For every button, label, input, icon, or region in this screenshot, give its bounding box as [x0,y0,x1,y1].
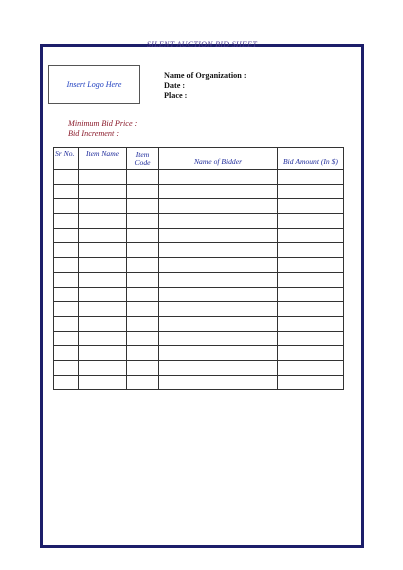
sr-no-cell[interactable] [54,199,79,214]
bid-amount-cell[interactable] [278,243,344,258]
bid-amount-cell[interactable] [278,287,344,302]
item-code-cell[interactable] [127,170,159,185]
bid-table [53,147,344,390]
organization-name-label: Name of Organization : [164,71,247,80]
table-row [54,316,344,331]
sr-no-cell[interactable] [54,184,79,199]
bid-amount-cell[interactable] [278,331,344,346]
item-code-cell[interactable] [127,316,159,331]
bidder-name-cell[interactable] [159,243,278,258]
sr-no-cell[interactable] [54,287,79,302]
bidder-name-cell[interactable] [159,258,278,273]
bid-info [68,119,137,138]
item-name-cell[interactable] [79,170,127,185]
bid-amount-cell[interactable] [278,316,344,331]
item-code-cell[interactable] [127,184,159,199]
item-name-cell[interactable] [79,228,127,243]
bidder-name-cell[interactable] [159,375,278,390]
table-row [54,287,344,302]
item-code-cell[interactable] [127,287,159,302]
bidder-name-cell[interactable] [159,346,278,361]
sr-no-cell[interactable] [54,243,79,258]
bid-amount-cell[interactable] [278,302,344,317]
item-code-cell[interactable] [127,214,159,229]
bidder-name-cell[interactable] [159,360,278,375]
table-row [54,258,344,273]
sr-no-cell[interactable] [54,302,79,317]
organization-info [164,71,247,101]
sr-no-cell[interactable] [54,316,79,331]
item-name-cell[interactable] [79,272,127,287]
item-code-cell[interactable] [127,258,159,273]
table-row [54,184,344,199]
item-name-cell[interactable] [79,302,127,317]
item-name-cell[interactable] [79,331,127,346]
bid-amount-cell[interactable] [278,258,344,273]
bid-amount-cell[interactable] [278,272,344,287]
bid-amount-cell[interactable] [278,228,344,243]
bid-amount-cell[interactable] [278,199,344,214]
item-code-cell[interactable] [127,331,159,346]
bid-amount-cell[interactable] [278,375,344,390]
item-name-cell[interactable] [79,243,127,258]
table-header-row [54,148,344,170]
bidder-name-cell[interactable] [159,316,278,331]
item-name-cell[interactable] [79,346,127,361]
page-frame [40,40,364,548]
bidder-name-cell[interactable] [159,184,278,199]
minimum-bid-label: Minimum Bid Price : [68,119,138,128]
sr-no-cell[interactable] [54,258,79,273]
bid-amount-cell[interactable] [278,184,344,199]
bidder-name-cell[interactable] [159,302,278,317]
item-name-cell[interactable] [79,360,127,375]
sr-no-cell[interactable] [54,346,79,361]
bidder-name-cell[interactable] [159,228,278,243]
bidder-name-cell[interactable] [159,272,278,287]
item-name-cell[interactable] [79,316,127,331]
item-name-cell[interactable] [79,184,127,199]
item-name-cell[interactable] [79,214,127,229]
item-code-cell[interactable] [127,272,159,287]
table-row [54,375,344,390]
item-code-cell[interactable] [127,243,159,258]
date-label: Date : [164,81,186,90]
sr-no-cell[interactable] [54,272,79,287]
bidder-name-cell[interactable] [159,214,278,229]
item-name-cell[interactable] [79,258,127,273]
bidder-name-cell[interactable] [159,287,278,302]
item-code-cell[interactable] [127,375,159,390]
item-code-cell[interactable] [127,302,159,317]
document-title: SILENT AUCTION BID SHEET [146,40,258,49]
sr-no-cell[interactable] [54,214,79,229]
item-code-cell[interactable] [127,228,159,243]
header-name-of-bidder: Name of Bidder [159,148,278,170]
table-row [54,302,344,317]
table-row [54,331,344,346]
header-item-name: Item Name [79,148,127,170]
item-name-cell[interactable] [79,375,127,390]
bid-amount-cell[interactable] [278,346,344,361]
item-name-cell[interactable] [79,287,127,302]
header-item-code: Item Code [127,148,159,170]
bid-table-body [54,170,344,390]
sr-no-cell[interactable] [54,170,79,185]
item-code-cell[interactable] [127,199,159,214]
item-code-cell[interactable] [127,346,159,361]
bidder-name-cell[interactable] [159,170,278,185]
bid-amount-cell[interactable] [278,360,344,375]
logo-placeholder[interactable] [48,65,140,104]
bid-amount-cell[interactable] [278,170,344,185]
place-label: Place : [164,91,188,100]
sr-no-cell[interactable] [54,360,79,375]
sr-no-cell[interactable] [54,331,79,346]
table-row [54,272,344,287]
table-row [54,360,344,375]
logo-placeholder-label: Insert Logo Here [66,80,122,89]
item-name-cell[interactable] [79,199,127,214]
table-row [54,243,344,258]
table-row [54,346,344,361]
item-code-cell[interactable] [127,360,159,375]
header-sr-no: Sr No. [54,148,79,170]
table-row [54,228,344,243]
table-row [54,214,344,229]
bidder-name-cell[interactable] [159,199,278,214]
bid-amount-cell[interactable] [278,214,344,229]
sr-no-cell[interactable] [54,375,79,390]
bid-increment-label: Bid Increment : [68,128,120,138]
table-row [54,199,344,214]
header-bid-amount: Bid Amount (In $) [278,148,344,170]
sr-no-cell[interactable] [54,228,79,243]
table-row [54,170,344,185]
bidder-name-cell[interactable] [159,331,278,346]
